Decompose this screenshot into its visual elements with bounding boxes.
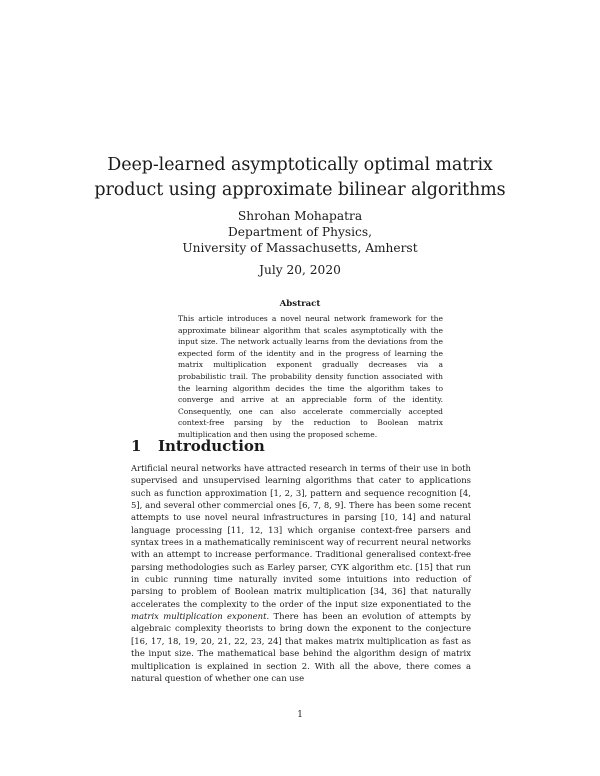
author-name: Shrohan Mohapatra (237, 209, 363, 223)
author-university: University of Massachusetts, Amherst (182, 241, 418, 255)
page-number: 1 (297, 710, 303, 720)
paper-title-line-1: Deep-learned asymptotically optimal matrix (107, 155, 493, 175)
author-department: Department of Physics, (228, 225, 372, 239)
intro-text-part-1: Artificial neural networks have attracted research in terms of their use in both supervised and unsupervised learning algorithms that cater to applications such as function approximation [1, 2, 3], pattern and sequence recognition [4, 5], and several other commercial ones [6, 7, 8, 9]. There has been some recent attempts to use novel neural infrastructures in parsing [10, 14] and natural language processing [11, 12, 13] which organise context-free parsers and syntax trees in a mathematically reminiscent way of recurrent neural networks with an attempt to increase performance. Traditional generalised context-free parsing methodologies such as Earley parser, CYK algorithm etc. [15] that run in cubic running time naturally invited some intuitions into reduction of parsing to problem of Boolean matrix multiplication [34, 36] that naturally accelerates the complexity to the order of the input size exponentiated to the (131, 463, 471, 609)
abstract-heading: Abstract (279, 299, 321, 309)
section-title: Introduction (158, 437, 265, 455)
paper-title-line-2: product using approximate bilinear algorithms (94, 180, 506, 200)
section-number: 1 (131, 437, 142, 455)
introduction-paragraph (131, 462, 471, 684)
section-heading (131, 436, 471, 456)
paper-title (0, 153, 600, 203)
abstract-text: This article introduces a novel neural network framework for the approximate bilinear algorithm that scales asymptotically with the input size. The network actually learns from the deviations from the expected form of the identity and in the progress of learning the matrix multiplication exponent gradually decreases via a probabilistic trail. The probability density function associated with the learning algorithm decides the time the algorithm takes to converge and arrive at an appreciable form of the identity. Consequently, one can also accelerate commercially accepted context-free parsing by the reduction to Boolean matrix multiplication and then using the proposed scheme. (178, 314, 443, 439)
intro-text-part-2: . There has been an evolution of attempts by algebraic complexity theorists to bring down the exponent to the conjecture [16, 17, 18, 19, 20, 21, 22, 23, 24] that makes matrix multiplication as fast as the input size. The mathematical base behind the algorithm design of matrix multiplication is explained in section 2. With all the above, there comes a natural question of whether one can use (131, 611, 471, 683)
intro-emphasis: matrix multiplication exponent (131, 611, 267, 622)
author-block (0, 208, 600, 256)
paper-date: July 20, 2020 (259, 263, 341, 277)
